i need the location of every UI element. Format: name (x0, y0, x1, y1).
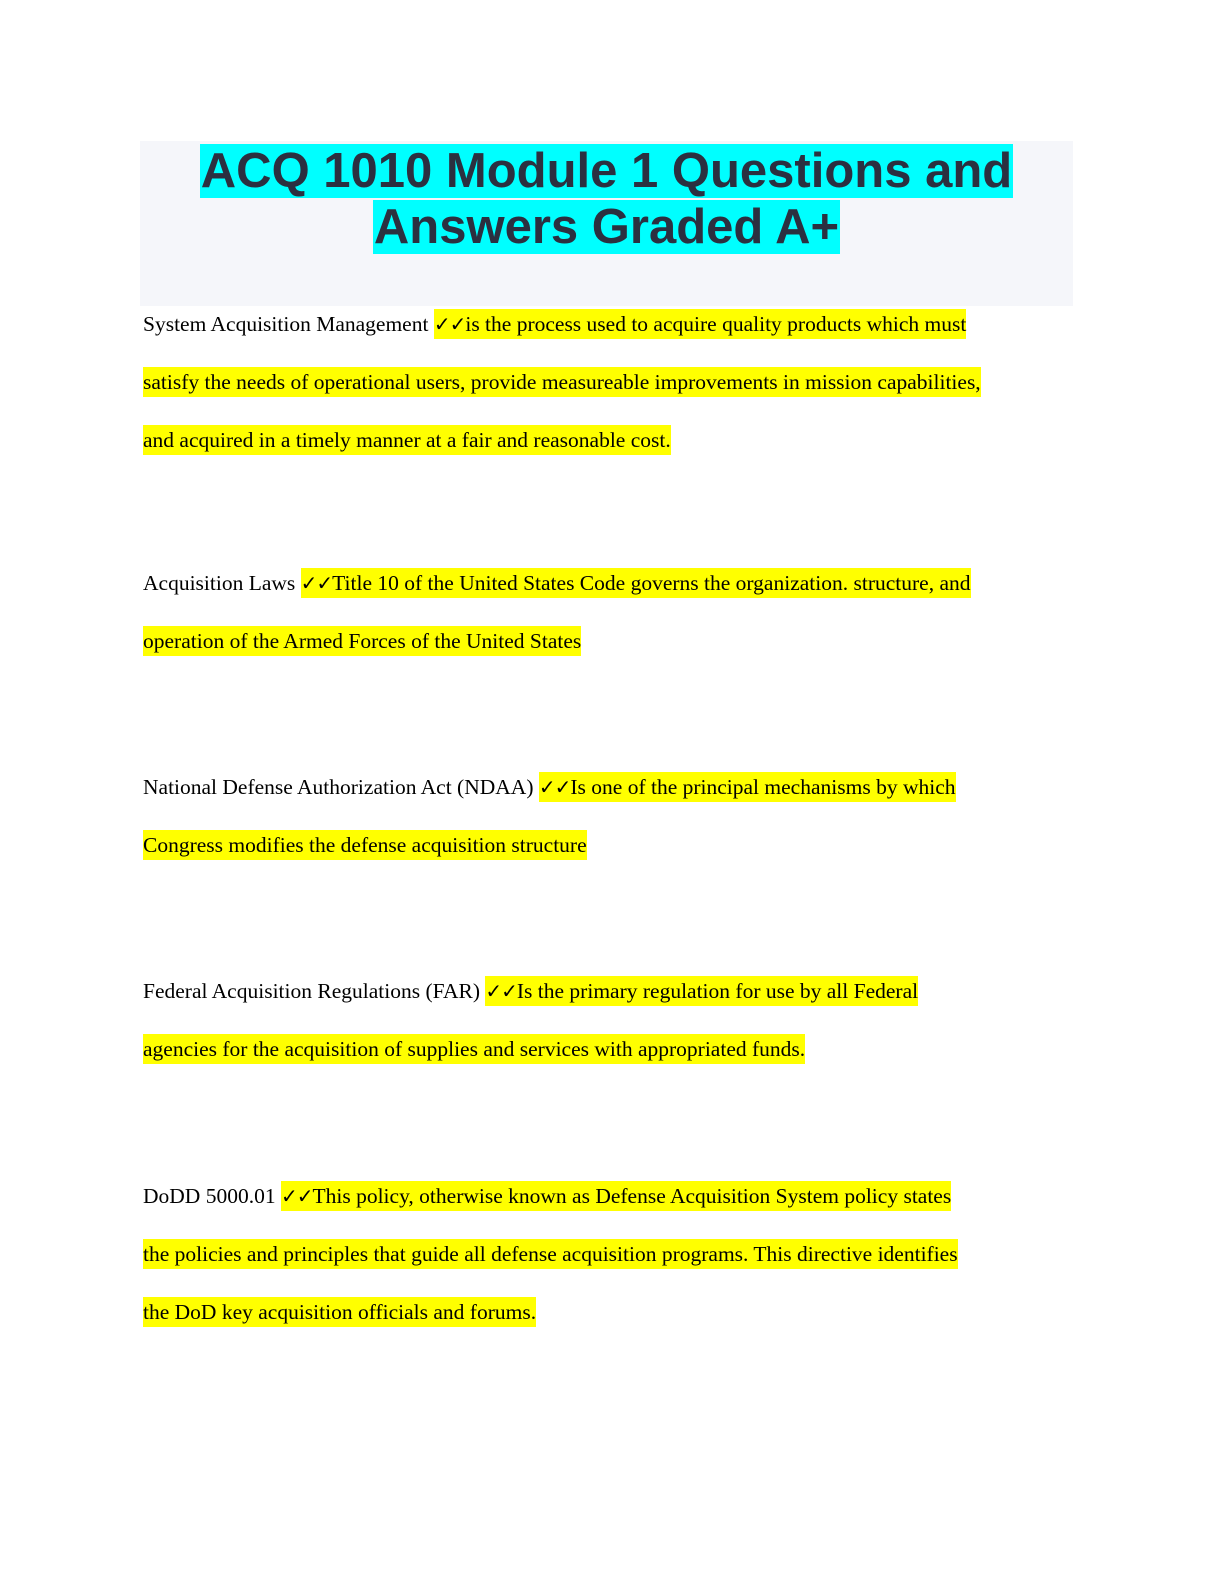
term-text: Federal Acquisition Regulations (FAR) (143, 979, 486, 1003)
qa-item-ndaa (143, 775, 1078, 861)
qa-line (143, 571, 1078, 629)
term-text: Acquisition Laws (143, 571, 301, 595)
check-mark-icon: ✓✓ (538, 775, 571, 799)
check-mark-icon: ✓✓ (280, 1184, 313, 1208)
term-text: National Defense Authorization Act (NDAA) (143, 775, 539, 799)
qa-line (143, 370, 1078, 428)
qa-item-system-acquisition-management (143, 312, 1078, 456)
qa-line (143, 979, 1078, 1037)
answer-text: is the process used to acquire quality products which must (465, 312, 967, 336)
answer-highlight (539, 772, 956, 802)
qa-line (143, 1037, 1078, 1065)
answer-highlight (281, 1181, 951, 1211)
document-title (140, 141, 1073, 255)
qa-item-acquisition-laws (143, 571, 1078, 657)
answer-text: Is one of the principal mechanisms by which (570, 775, 956, 799)
term-text: System Acquisition Management (143, 312, 434, 336)
check-mark-icon: ✓✓ (300, 571, 333, 595)
check-mark-icon: ✓✓ (485, 979, 517, 1003)
answer-highlight (485, 976, 918, 1006)
check-mark-icon: ✓✓ (433, 312, 466, 336)
qa-line (143, 312, 1078, 370)
answer-highlight (301, 568, 971, 598)
title-line-1: ACQ 1010 Module 1 Questions and (200, 144, 1013, 198)
qa-line (143, 833, 1078, 861)
title-line-2: Answers Graded A+ (373, 200, 840, 254)
term-text: DoDD 5000.01 (143, 1184, 281, 1208)
answer-text: satisfy the needs of operational users, provide measureable improvements in mission capabilities, (143, 367, 981, 397)
qa-item-dodd-5000-01 (143, 1184, 1078, 1328)
qa-line (143, 1300, 1078, 1328)
answer-text: Congress modifies the defense acquisition structure (143, 830, 587, 860)
qa-line (143, 629, 1078, 657)
answer-highlight (434, 309, 966, 339)
title-block (140, 141, 1073, 306)
qa-line (143, 775, 1078, 833)
qa-line (143, 428, 1078, 456)
answer-text: Title 10 of the United States Code governs the organization. structure, and (332, 571, 971, 595)
qa-item-far (143, 979, 1078, 1065)
answer-text: and acquired in a timely manner at a fair and reasonable cost. (143, 425, 671, 455)
answer-text: agencies for the acquisition of supplies and services with appropriated funds. (143, 1034, 805, 1064)
answer-text: the policies and principles that guide all defense acquisition programs. This directive identifies (143, 1239, 958, 1269)
answer-text: the DoD key acquisition officials and forums. (143, 1297, 536, 1327)
answer-text: Is the primary regulation for use by all Federal (516, 979, 919, 1003)
answer-text: This policy, otherwise known as Defense Acquisition System policy states (312, 1184, 952, 1208)
qa-line (143, 1242, 1078, 1300)
qa-line (143, 1184, 1078, 1242)
answer-text: operation of the Armed Forces of the United States (143, 626, 581, 656)
